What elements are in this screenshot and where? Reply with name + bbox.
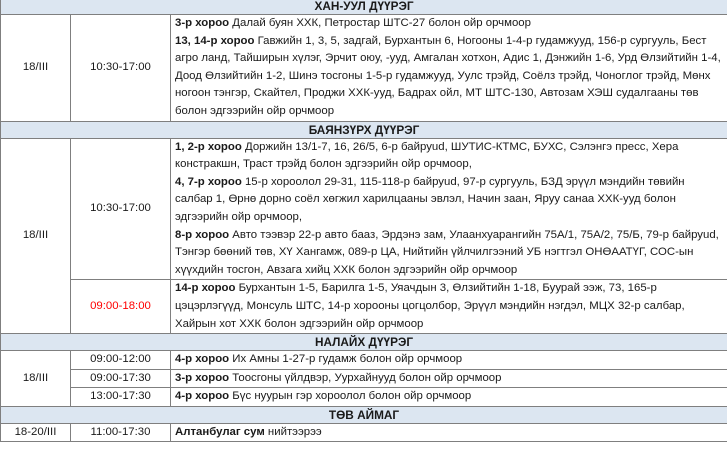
table-row: [1, 351, 727, 370]
section-header-row: [1, 121, 727, 138]
khoroo-label: 1, 2-р хороо: [175, 140, 242, 153]
section-title-khan-uul: ХАН-УУЛ ДҮҮРЭГ: [1, 0, 727, 15]
location-text: Их Амны 1-27-р гудамж болон ойр орчмоор: [229, 353, 463, 366]
section-title-nalaikh: НАЛАЙХ ДҮҮРЭГ: [1, 334, 727, 351]
time-cell-highlighted: 09:00-18:00: [71, 280, 171, 334]
location-cell: [171, 369, 727, 388]
location-cell: [171, 351, 727, 370]
section-title-bayanzurkh: БАЯНЗҮРХ ДҮҮРЭГ: [1, 121, 727, 138]
location-cell: [171, 280, 727, 334]
table-row: [1, 388, 727, 407]
location-text: Бурхантын 1-5, Барилга 1-5, Уяачдын 3, Өлзийтийн 1-18, Буурай ээж, 73, 165-р цэцэрлэгүүд, Монсуль ШТС, 14-р хорооны цогцолбор, Эрүүл мэндийн нэгдэл, МЦХ 32-р салбар, Хайрын хот ХХК болон эдгээрийн ойр орчмоор: [175, 282, 685, 330]
sum-label: Алтанбулаг сум: [175, 425, 265, 438]
time-cell: 09:00-12:00: [71, 351, 171, 370]
location-text: Бүс нуурын гэр хороолол болон ойр орчмоор: [229, 390, 472, 403]
location-text: Далай буян ХХК, Петростар ШТС-27 болон ойр орчмоор: [229, 17, 531, 29]
location-cell: [171, 423, 727, 442]
location-text: Авто тээвэр 22-р авто бааз, Эрдэнэ зам, Улаанхуарангийн 75А/1, 75А/2, 75/Б, 79-р байруud, Тэнгэр бөөний төв, ХҮ Хангамж, 089-р ЦА, Нийтийн үйлчилгээний УБ нэгтгэл ОНӨААТҮГ, СОС-ын хүүхдийн тосгон, Авзага хийц ХХК болон эдгээрийн ойр орчмоор: [175, 228, 719, 276]
khoroo-label: 14-р хороо: [175, 282, 236, 295]
table-row: [1, 138, 727, 280]
location-entry: [175, 139, 724, 174]
location-cell: [171, 15, 727, 122]
location-entry: [175, 280, 724, 333]
section-title-tov: ТӨВ АЙМАГ: [1, 406, 727, 423]
time-cell: 13:00-17:30: [71, 388, 171, 407]
khoroo-label: 4-р хороо: [175, 353, 230, 366]
date-cell: 18/III: [1, 138, 71, 334]
date-cell: 18-20/III: [1, 423, 71, 442]
location-text: Гавжийн 1, 3, 5, задгай, Бурхантын 6, Ногооны 1-4-р гудамжууд, 156-р сургууль, Бест агро ланд, Тайширын хүлэг, Эрчит оюу, -ууд, Амгалан хотхон, Адис 1, Дэнжийн 1-6, Урд Өлзийтийн 1-4, Доод Өлзийтийн 1-2, Шинэ тосгоны 1-5-р гудамжууд, Уулс трэйд, Соёлз трэйд, Чоноглог трэйд, Мөнх ногоон тэнгэр, Скайтел, Проджи ХХК-ууд, Бадрах ойл, МТ ШТС-130, Автозам ХЭШ судалгааны төв болон эдгээрийн ойр орчмоор: [175, 34, 721, 117]
location-entry: [175, 227, 724, 280]
khoroo-label: 4-р хороо: [175, 390, 230, 403]
table-row: [1, 280, 727, 334]
location-entry: [175, 15, 724, 33]
table-row: [1, 423, 727, 442]
table-row: [1, 369, 727, 388]
time-cell: 09:00-17:30: [71, 369, 171, 388]
section-header-row: [1, 0, 727, 15]
date-cell: 18/III: [1, 351, 71, 407]
location-cell: [171, 388, 727, 407]
khoroo-label: 13, 14-р хороо: [175, 34, 255, 47]
location-text: нийтээрээ: [264, 425, 322, 438]
date-cell: 18/III: [1, 15, 71, 122]
time-cell: 11:00-17:30: [71, 423, 171, 442]
location-entry: [175, 33, 724, 121]
table-row: [1, 15, 727, 122]
section-header-row: [1, 334, 727, 351]
khoroo-label: 3-р хороо: [175, 17, 230, 29]
location-text: Доржийн 13/1-7, 16, 26/5, 6-р байруud, ШУТИС-КТМС, БУХС, Сэлэнгэ пресс, Хера констракшн, Траст трэйд болон эдгээрийн ойр орчмоор,: [175, 140, 679, 171]
khoroo-label: 4, 7-р хороо: [175, 175, 242, 188]
location-cell: [171, 138, 727, 280]
khoroo-label: 3-р хороо: [175, 371, 230, 384]
location-text: 15-р хороолол 29-31, 115-118-р байруud, 97-р сургууль, БЗД эрүүл мэндийн төвийн салбар 1, Өрнө дорно соёл хөгжил харилцааны эвлэл, Начин заан, Яруу санаа ХХК-ууд болон эдгээрийн ойр орчмоор,: [175, 175, 685, 223]
time-cell: 10:30-17:00: [71, 138, 171, 280]
time-cell: 10:30-17:00: [71, 15, 171, 122]
section-header-row: [1, 406, 727, 423]
location-text: Тоосгоны үйлдвэр, Уурхайнууд болон ойр орчмоор: [229, 371, 502, 384]
khoroo-label: 8-р хороо: [175, 228, 230, 241]
location-entry: [175, 174, 724, 227]
